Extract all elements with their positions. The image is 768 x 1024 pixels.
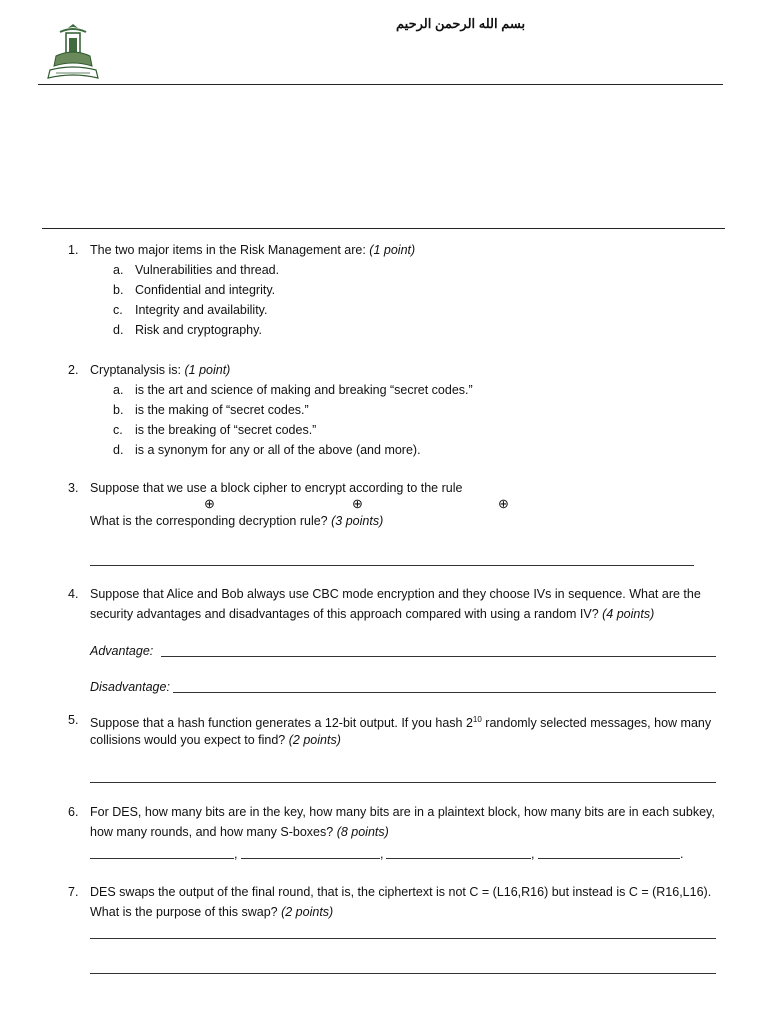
exponent: 10	[472, 715, 482, 724]
rounds-sboxes-answer[interactable]	[538, 858, 680, 859]
question-text-line2: security advantages and disadvantages of this approach compared with using a random IV?	[90, 607, 599, 621]
answer-line[interactable]	[90, 938, 716, 939]
question-number: 5.	[68, 713, 79, 727]
option-text: is the making of “secret codes.”	[135, 403, 309, 417]
answer-line[interactable]	[90, 565, 694, 566]
separator: ,	[531, 847, 535, 861]
question-text-line2: how many rounds, and how many S-boxes?	[90, 825, 334, 839]
advantage-answer-line[interactable]	[161, 656, 716, 657]
header-divider	[38, 84, 723, 85]
points-label: (1 point)	[369, 243, 416, 257]
option-letter: c.	[113, 423, 123, 437]
basmala-header: بسم الله الرحمن الرحيم	[396, 16, 526, 31]
question-text: Suppose that Alice and Bob always use CBC mode encryption and they choose IVs in sequence. What are the	[90, 587, 701, 601]
option-text: Risk and cryptography.	[135, 323, 262, 337]
option-letter: a.	[113, 263, 124, 277]
question-6	[68, 802, 728, 864]
option-letter: b.	[113, 403, 124, 417]
option-text: Vulnerabilities and thread.	[135, 263, 280, 277]
question-4	[68, 584, 728, 694]
question-number: 7.	[68, 885, 79, 899]
points-label: (3 points)	[331, 514, 384, 528]
separator: ,	[234, 847, 238, 861]
question-number: 4.	[68, 587, 79, 601]
option-letter: a.	[113, 383, 124, 397]
question-text: Suppose that a hash function generates a 12-bit output. If you hash 2	[90, 716, 473, 731]
points-label: (2 points)	[288, 733, 341, 747]
university-logo	[46, 22, 100, 82]
answer-line[interactable]	[90, 973, 716, 974]
xor-symbol: ⊕	[352, 496, 363, 511]
disadvantage-answer-line[interactable]	[173, 692, 716, 693]
points-label: (2 points)	[281, 905, 334, 919]
points-label: (8 points)	[336, 825, 389, 839]
question-text-cont: randomly selected messages, how many	[481, 716, 712, 731]
question-7	[68, 882, 728, 978]
key-bits-answer[interactable]	[90, 858, 234, 859]
question-text-line2: What is the purpose of this swap?	[90, 905, 278, 919]
option-text: Integrity and availability.	[135, 303, 268, 317]
separator: .	[680, 847, 684, 861]
option-text: is a synonym for any or all of the above (and more).	[135, 443, 421, 457]
question-text: Cryptanalysis is:	[90, 363, 181, 377]
points-label: (1 point)	[184, 363, 231, 377]
option-letter: c.	[113, 303, 123, 317]
option-text: is the art and science of making and breaking “secret codes.”	[135, 383, 473, 397]
question-text-line2: What is the corresponding decryption rule?	[90, 514, 328, 528]
option-letter: d.	[113, 323, 124, 337]
question-text: Suppose that we use a block cipher to encrypt according to the rule	[90, 481, 463, 495]
question-text: DES swaps the output of the final round, that is, the ciphertext is not C = (L16,R16) but instead is C = (R16,L16).	[90, 885, 712, 899]
question-3	[68, 478, 728, 568]
question-5	[68, 710, 728, 786]
option-text: is the breaking of “secret codes.”	[135, 423, 317, 437]
block-bits-answer[interactable]	[241, 858, 380, 859]
question-number: 1.	[68, 243, 79, 257]
section-divider	[42, 228, 725, 229]
question-2	[68, 360, 728, 460]
option-letter: b.	[113, 283, 124, 297]
option-text: Confidential and integrity.	[135, 283, 276, 297]
question-number: 3.	[68, 481, 79, 495]
question-text-line2: collisions would you expect to find?	[90, 733, 286, 747]
question-text: The two major items in the Risk Management are:	[90, 243, 366, 257]
xor-symbol: ⊕	[498, 496, 509, 511]
advantage-label: Advantage:	[90, 644, 154, 658]
subkey-bits-answer[interactable]	[386, 858, 531, 859]
option-letter: d.	[113, 443, 124, 457]
xor-symbol: ⊕	[204, 496, 215, 511]
question-text: For DES, how many bits are in the key, how many bits are in a plaintext block, how many bits are in each subkey,	[90, 805, 715, 819]
question-number: 2.	[68, 363, 79, 377]
separator: ,	[380, 847, 384, 861]
question-1	[68, 240, 728, 340]
disadvantage-label: Disadvantage:	[90, 680, 170, 694]
points-label: (4 points)	[602, 607, 655, 621]
question-number: 6.	[68, 805, 79, 819]
answer-line[interactable]	[90, 782, 716, 783]
